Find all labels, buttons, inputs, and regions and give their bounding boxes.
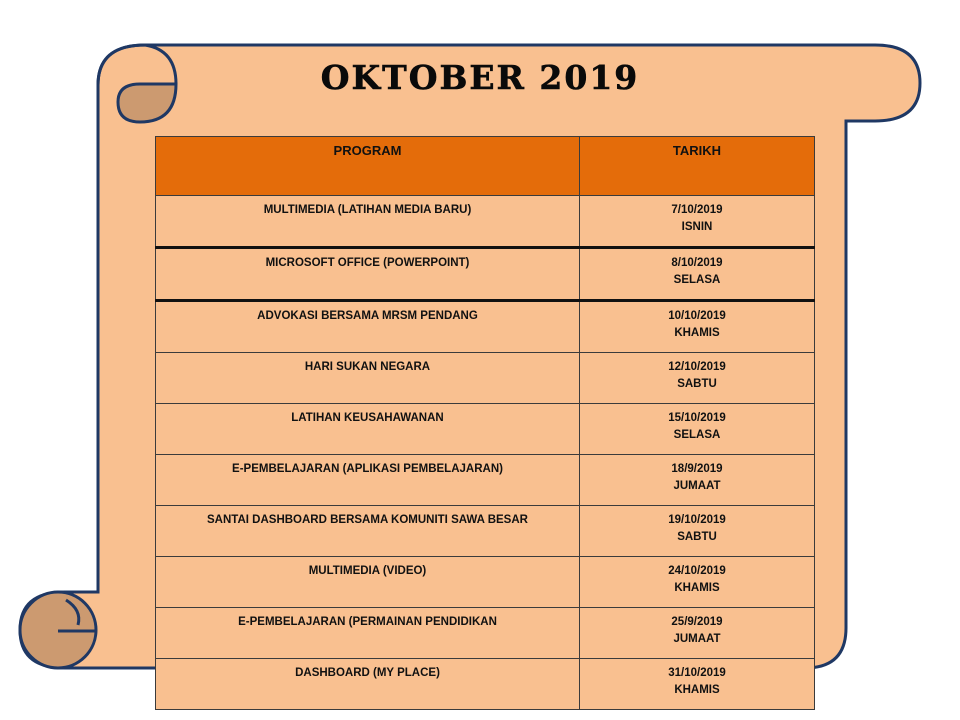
page-title: OKTOBER 2019 [320, 58, 640, 97]
day-text: JUMAAT [673, 633, 721, 645]
day-text: SABTU [677, 378, 717, 390]
date-text: 31/10/2019 [668, 667, 726, 679]
program-cell: MULTIMEDIA (LATIHAN MEDIA BARU) [156, 196, 580, 248]
program-cell: MULTIMEDIA (VIDEO) [156, 557, 580, 608]
table-row [156, 608, 815, 659]
date-text: 12/10/2019 [668, 361, 726, 373]
date-cell [580, 608, 815, 659]
table-row [156, 557, 815, 608]
day-text: SELASA [673, 429, 721, 441]
table-row [156, 404, 815, 455]
table-row [156, 196, 815, 248]
table-row [156, 506, 815, 557]
date-text: 7/10/2019 [671, 204, 723, 216]
date-cell [580, 404, 815, 455]
date-text: 19/10/2019 [668, 514, 726, 526]
date-text: 18/9/2019 [671, 463, 723, 475]
date-cell [580, 353, 815, 404]
table-row [156, 248, 815, 301]
schedule-table [155, 136, 815, 710]
date-text: 24/10/2019 [668, 565, 726, 577]
table-row [156, 353, 815, 404]
date-cell [580, 455, 815, 506]
table-row [156, 659, 815, 710]
program-cell: MICROSOFT OFFICE (POWERPOINT) [156, 248, 580, 301]
day-text: ISNIN [681, 221, 713, 233]
date-cell [580, 196, 815, 248]
date-cell [580, 506, 815, 557]
date-text: 25/9/2019 [671, 616, 723, 628]
day-text: JUMAAT [673, 480, 721, 492]
table-row [156, 455, 815, 506]
day-text: KHAMIS [674, 684, 720, 696]
program-cell: E-PEMBELAJARAN (APLIKASI PEMBELAJARAN) [156, 455, 580, 506]
program-cell: HARI SUKAN NEGARA [156, 353, 580, 404]
program-cell: LATIHAN KEUSAHAWANAN [156, 404, 580, 455]
day-text: KHAMIS [674, 582, 720, 594]
date-cell [580, 557, 815, 608]
day-text: KHAMIS [674, 327, 720, 339]
program-cell: DASHBOARD (MY PLACE) [156, 659, 580, 710]
program-cell: ADVOKASI BERSAMA MRSM PENDANG [156, 301, 580, 353]
day-text: SABTU [677, 531, 717, 543]
column-header-tarikh: TARIKH [580, 137, 815, 196]
date-text: 8/10/2019 [671, 257, 723, 269]
column-header-program: PROGRAM [156, 137, 580, 196]
date-cell [580, 248, 815, 301]
program-cell: E-PEMBELAJARAN (PERMAINAN PENDIDIKAN [156, 608, 580, 659]
program-cell: SANTAI DASHBOARD BERSAMA KOMUNITI SAWA BESAR [156, 506, 580, 557]
date-cell [580, 659, 815, 710]
table-row [156, 301, 815, 353]
day-text: SELASA [673, 274, 721, 286]
date-text: 15/10/2019 [668, 412, 726, 424]
date-text: 10/10/2019 [668, 310, 726, 322]
table-header-row [156, 137, 815, 196]
date-cell [580, 301, 815, 353]
